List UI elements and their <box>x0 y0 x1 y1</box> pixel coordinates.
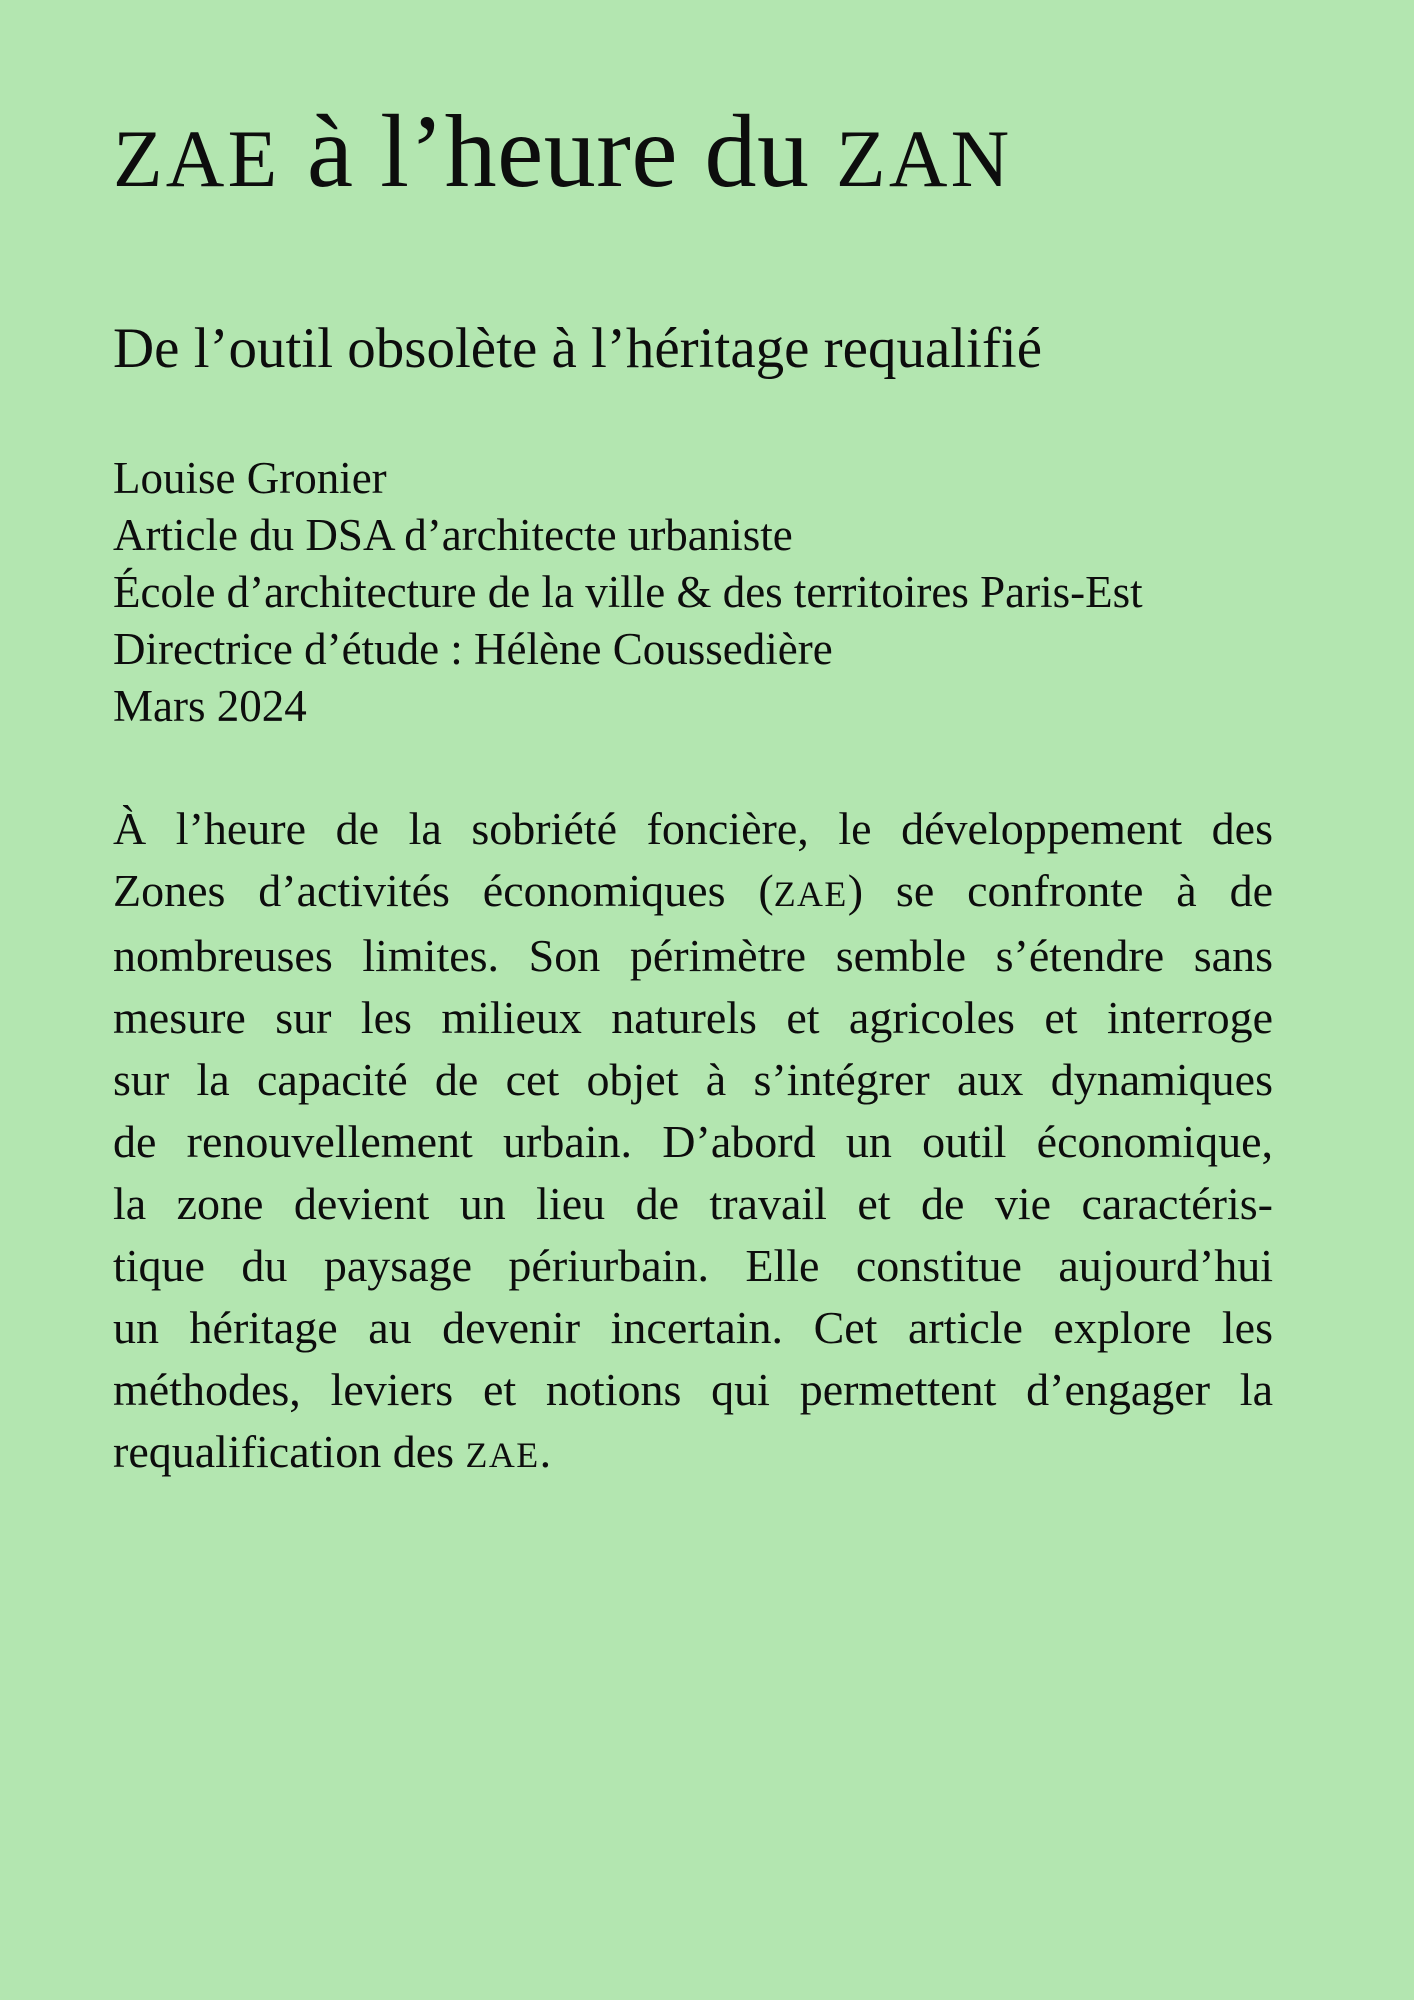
abstract-line: Zones d’activités économiques (ZAE) se confronte à de <box>113 865 1273 916</box>
smallcaps-acronym: ZAE <box>773 874 848 914</box>
author-line: Directrice d’étude : Hélène Coussedière <box>113 624 833 674</box>
abstract-line: requalification des ZAE. <box>113 1426 552 1477</box>
abstract-line: méthodes, leviers et notions qui permettent d’engager la <box>113 1364 1273 1415</box>
abstract-line: mesure sur les milieux naturels et agricoles et interroge <box>113 992 1273 1043</box>
abstract-paragraph <box>113 798 1273 1486</box>
abstract-line: sur la capacité de cet objet à s’intégrer aux dynamiques <box>113 1054 1273 1105</box>
smallcaps-acronym: ZAE <box>113 114 281 204</box>
smallcaps-acronym: ZAN <box>836 114 1013 204</box>
abstract-line: un héritage au devenir incertain. Cet article explore les <box>113 1302 1273 1353</box>
abstract-line: nombreuses limites. Son périmètre semble s’étendre sans <box>113 930 1273 981</box>
page-subtitle: De l’outil obsolète à l’héritage requalifié <box>113 317 1043 380</box>
abstract-line: de renouvellement urbain. D’abord un outil économique, <box>113 1116 1273 1167</box>
abstract-line: tique du paysage périurbain. Elle constitue aujourd’hui <box>113 1240 1273 1291</box>
author-line: Louise Gronier <box>113 453 387 503</box>
author-line: Mars 2024 <box>113 681 307 731</box>
author-block <box>113 450 1293 735</box>
abstract-line: la zone devient un lieu de travail et de vie caractéris- <box>113 1178 1273 1229</box>
author-line: École d’architecture de la ville & des territoires Paris-Est <box>113 567 1143 617</box>
smallcaps-acronym: ZAE <box>465 1435 540 1475</box>
author-line: Article du DSA d’architecte urbaniste <box>113 510 793 560</box>
abstract-line: À l’heure de la sobriété foncière, le développement des <box>113 803 1273 854</box>
page-title: ZAE à l’heure du ZAN <box>113 94 1013 209</box>
